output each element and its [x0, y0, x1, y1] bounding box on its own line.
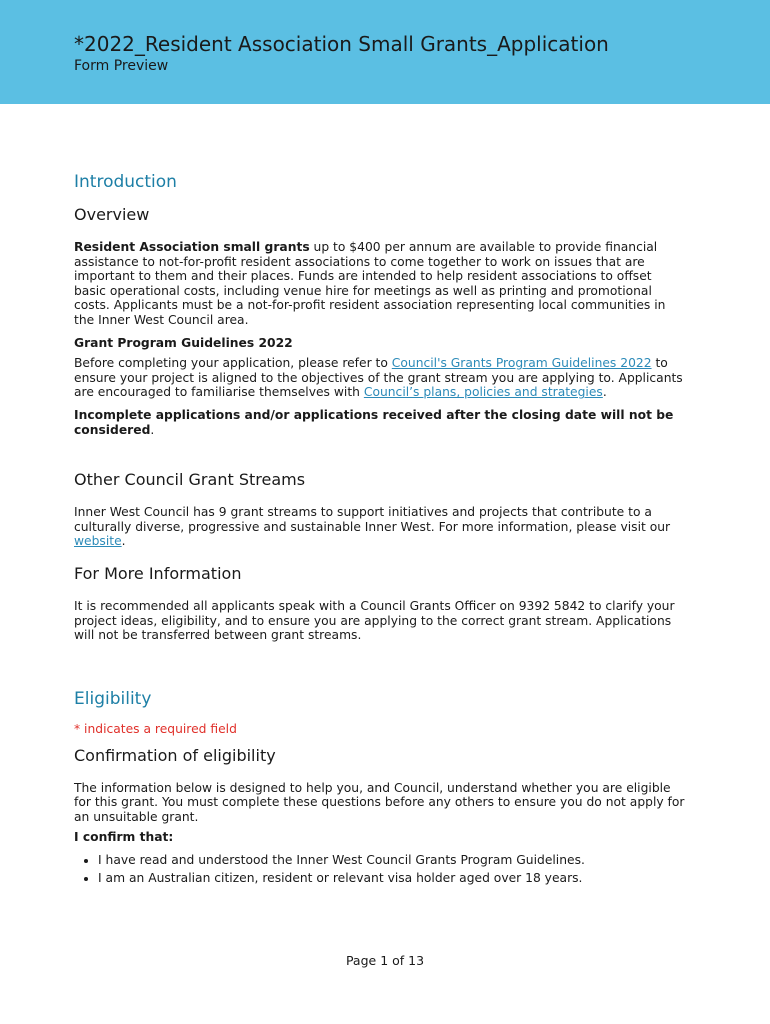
form-title: *2022_Resident Association Small Grants_Application [74, 32, 609, 56]
form-header [0, 0, 770, 104]
section-title-eligibility: Eligibility [74, 688, 152, 709]
guidelines-paragraph [74, 356, 686, 400]
heading-confirm-eligibility: Confirmation of eligibility [74, 745, 276, 765]
heading-more-info: For More Information [74, 563, 242, 583]
streams-text-1: Inner West Council has 9 grant streams to support initiatives and projects that contribute to a culturally diverse, progressive and sustainable Inner West. For more information, please visit our [74, 505, 671, 534]
guidelines-text-3: . [602, 385, 607, 400]
overview-text: up to $400 per annum are available to provide financial assistance to not-for-profit resident associations to come together to work on issues that are important to them and their places. Funds are intended to help resident associations to offset basic operational costs, including venue hire for meetings as well as printing and promotional costs. Applicants must be a not-for-profit resident association representing local communities in the Inner West Council area. [74, 240, 666, 327]
guidelines-heading: Grant Program Guidelines 2022 [74, 335, 293, 350]
confirm-paragraph: The information below is designed to help you, and Council, understand whether you are eligible for this grant. You must complete these questions before any others to ensure you do not apply for an unsuitable grant. [74, 780, 685, 824]
more-info-paragraph: It is recommended all applicants speak with a Council Grants Officer on 9392 5842 to clarify your project ideas, eligibility, and to ensure you are applying to the correct grant stream. Applications will not be transferred between grant streams. [74, 598, 675, 643]
form-subtitle: Form Preview [74, 58, 169, 74]
website-link[interactable]: website [74, 534, 122, 549]
streams-text-2: . [121, 534, 126, 549]
required-field-note: * indicates a required field [74, 721, 237, 736]
incomplete-end: . [150, 422, 155, 437]
guidelines-text-2: to ensure your project is aligned to the objectives of the grant stream you are applying to. Applicants are encouraged to familiarise themselves with [74, 356, 683, 400]
form-content [74, 170, 686, 887]
heading-other-streams: Other Council Grant Streams [74, 470, 306, 490]
page-number: Page 1 of 13 [345, 953, 425, 968]
section-title-introduction: Introduction [74, 172, 177, 192]
plans-policies-link[interactable]: Council’s plans, policies and strategies [363, 385, 603, 400]
incomplete-notice [74, 408, 686, 437]
list-item: • I am an Australian citizen, resident or relevant visa holder aged over 18 years. [98, 869, 686, 887]
overview-paragraph [74, 240, 686, 328]
streams-paragraph [74, 505, 686, 549]
confirm-label: I confirm that: [74, 830, 174, 845]
guidelines-link[interactable]: Council's Grants Program Guidelines 2022 [391, 356, 652, 371]
incomplete-bold: Incomplete applications and/or applications received after the closing date will not be considered [74, 407, 674, 437]
list-item: • I have read and understood the Inner West Council Grants Program Guidelines. [98, 851, 686, 869]
heading-overview: Overview [74, 205, 150, 224]
guidelines-text-1: Before completing your application, please refer to [74, 356, 392, 371]
overview-bold: Resident Association small grants [74, 240, 310, 254]
confirm-list [74, 851, 686, 887]
